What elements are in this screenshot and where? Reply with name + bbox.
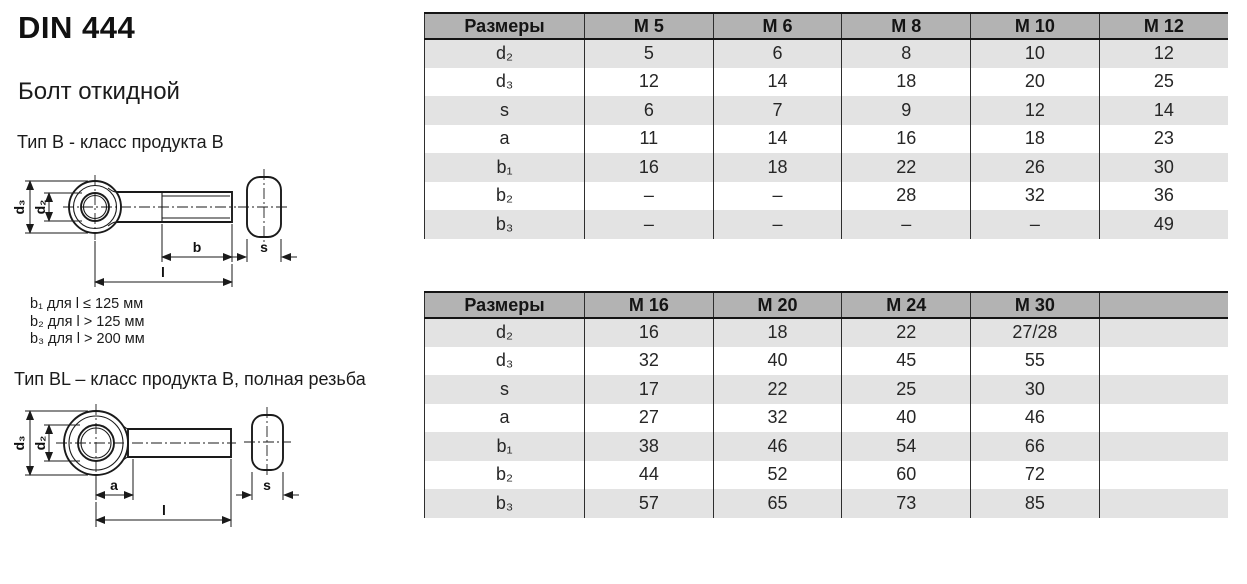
column-header-m16: M 16	[585, 292, 714, 318]
table-cell: –	[971, 210, 1100, 239]
note-b2: b₂ для l > 125 мм	[30, 313, 145, 330]
dimensions-table-m5-m12	[424, 12, 1228, 239]
row-label: d₂	[425, 39, 585, 68]
table-row-b3	[425, 210, 1229, 239]
row-label: a	[425, 125, 585, 154]
row-label: d₂	[425, 318, 585, 347]
table-cell: –	[713, 210, 842, 239]
table-cell: 30	[971, 375, 1100, 404]
table-cell: 14	[713, 68, 842, 97]
row-label: b₁	[425, 153, 585, 182]
table-cell	[1099, 347, 1228, 376]
dimension-s	[236, 472, 299, 500]
l-label: l	[161, 264, 165, 280]
table-cell: 7	[713, 96, 842, 125]
table-cell: 26	[971, 153, 1100, 182]
table-cell: 25	[1153, 71, 1174, 92]
table-cell: 72	[971, 461, 1100, 490]
table-cell	[1099, 432, 1228, 461]
table-cell: 32	[713, 404, 842, 433]
table-row-s	[425, 96, 1229, 125]
row-label: s	[425, 96, 585, 125]
row-label: b₃	[425, 210, 585, 239]
b-label: b	[192, 239, 202, 255]
column-header-sizes: Размеры	[425, 292, 585, 318]
table-cell: 16	[842, 125, 971, 154]
table-cell: 54	[842, 432, 971, 461]
dimension-d2	[32, 193, 82, 221]
note-b1: b₁ для l ≤ 125 мм	[30, 296, 144, 312]
d3-label: d₃	[11, 435, 27, 451]
side-view	[244, 407, 291, 478]
table-cell: 12	[971, 96, 1100, 125]
header-row	[425, 292, 1229, 318]
table-row-a	[425, 125, 1229, 154]
table-cell: 49	[1099, 210, 1228, 239]
dimension-s	[231, 239, 297, 262]
s-label: s	[260, 239, 268, 255]
table-cell: –	[842, 210, 971, 239]
table-cell: 22	[713, 375, 842, 404]
dimension-l	[96, 459, 231, 527]
column-header-m6: M 6	[713, 13, 842, 39]
table-cell: 32	[585, 347, 714, 376]
table-cell: 9	[842, 96, 971, 125]
column-header-m24: M 24	[842, 292, 971, 318]
table-row-s	[425, 375, 1229, 404]
type-b-label: Тип B - класс продукта B	[17, 132, 224, 152]
table-cell: 8	[842, 39, 971, 68]
table-cell: 14	[1099, 96, 1228, 125]
table-cell	[1099, 489, 1228, 518]
column-header-m10: M 10	[971, 13, 1100, 39]
table-cell: –	[585, 182, 714, 211]
row-label: b₃	[425, 489, 585, 518]
row-label: d₃	[425, 347, 585, 376]
table-cell	[1099, 375, 1228, 404]
table-cell: 14	[713, 125, 842, 154]
thread-length-notes	[30, 296, 145, 349]
standard-title: DIN 444	[18, 10, 136, 45]
type-bl-label: Тип BL – класс продукта B, полная резьба	[14, 369, 366, 389]
table-cell: 44	[585, 461, 714, 490]
d2-label: d₂	[32, 435, 48, 451]
d3-label: d₃	[11, 199, 27, 215]
type-bl-technical-drawing	[0, 398, 310, 533]
table-row-d2	[425, 318, 1229, 347]
table-cell: 11	[585, 125, 714, 154]
table-cell: 46	[971, 404, 1100, 433]
table-cell: 12	[585, 68, 714, 97]
table-cell: 38	[585, 432, 714, 461]
table-cell: 22	[842, 318, 971, 347]
table-row-b2	[425, 461, 1229, 490]
table-cell: 6	[713, 39, 842, 68]
row-label: b₂	[425, 461, 585, 490]
table-cell: 66	[971, 432, 1100, 461]
table-cell: 32	[971, 182, 1100, 211]
table-cell: 73	[842, 489, 971, 518]
header-row	[425, 13, 1229, 39]
table-cell: 16	[585, 153, 714, 182]
table-cell: 40	[713, 347, 842, 376]
table-cell: 17	[585, 375, 714, 404]
table-cell: 16	[585, 318, 714, 347]
table-cell: 5	[585, 39, 714, 68]
s-label: s	[263, 477, 271, 493]
column-header-m12: M 12	[1099, 13, 1228, 39]
row-label: s	[425, 375, 585, 404]
table-cell: 45	[842, 347, 971, 376]
d2-label: d₂	[32, 199, 48, 215]
row-label: a	[425, 404, 585, 433]
table-row-d2	[425, 39, 1229, 68]
table-cell: 22	[842, 153, 971, 182]
side-view	[238, 169, 290, 245]
dimension-b	[162, 224, 232, 262]
l-label: l	[162, 502, 166, 518]
table-row-d3	[425, 347, 1229, 376]
table-cell: –	[585, 210, 714, 239]
table-cell: 60	[842, 461, 971, 490]
table-cell: 20	[971, 68, 1100, 97]
a-label: a	[110, 477, 118, 493]
dimension-a	[96, 459, 133, 500]
type-b-technical-drawing	[0, 160, 310, 290]
table-cell: 27	[585, 404, 714, 433]
table-cell: 46	[713, 432, 842, 461]
table-cell: 18	[971, 125, 1100, 154]
table-cell: 23	[1153, 128, 1174, 149]
table-cell: 27/28	[971, 318, 1100, 347]
table-cell: 18	[713, 318, 842, 347]
table-row-a	[425, 404, 1229, 433]
column-header-empty	[1099, 292, 1228, 318]
eye-front-view	[63, 175, 236, 240]
table-cell: 36	[1153, 185, 1174, 206]
table-cell: 55	[971, 347, 1100, 376]
column-header-m20: M 20	[713, 292, 842, 318]
eye-front-view	[56, 404, 236, 482]
table-cell: 6	[585, 96, 714, 125]
table-cell: 52	[713, 461, 842, 490]
column-header-m5: M 5	[585, 13, 714, 39]
row-label: b₁	[425, 432, 585, 461]
row-label: b₂	[425, 182, 585, 211]
column-header-m8: M 8	[842, 13, 971, 39]
table-cell: 28	[842, 182, 971, 211]
table-cell: 65	[713, 489, 842, 518]
product-name: Болт откидной	[18, 78, 180, 105]
row-label: d₃	[425, 68, 585, 97]
column-header-sizes: Размеры	[425, 13, 585, 39]
table-cell: 30	[1099, 153, 1228, 182]
table-cell: 12	[1099, 39, 1228, 68]
table-cell: 85	[971, 489, 1100, 518]
table-cell: 10	[971, 39, 1100, 68]
table-cell: –	[713, 182, 842, 211]
table-cell: 57	[585, 489, 714, 518]
dimension-l	[95, 241, 232, 287]
table-row-b1	[425, 153, 1229, 182]
table-cell: 25	[842, 375, 971, 404]
note-b3: b₃ для l > 200 мм	[30, 331, 145, 347]
table-cell: 40	[842, 404, 971, 433]
table-cell	[1099, 318, 1228, 347]
table-cell	[1099, 404, 1228, 433]
table-cell: 18	[842, 68, 971, 97]
dimensions-table-m16-m30	[424, 291, 1228, 518]
table-row-d3	[425, 68, 1229, 97]
column-header-m30: M 30	[971, 292, 1100, 318]
table-cell: 18	[713, 153, 842, 182]
table-cell	[1099, 461, 1228, 490]
table-row-b2	[425, 182, 1229, 211]
table-row-b3	[425, 489, 1229, 518]
table-row-b1	[425, 432, 1229, 461]
